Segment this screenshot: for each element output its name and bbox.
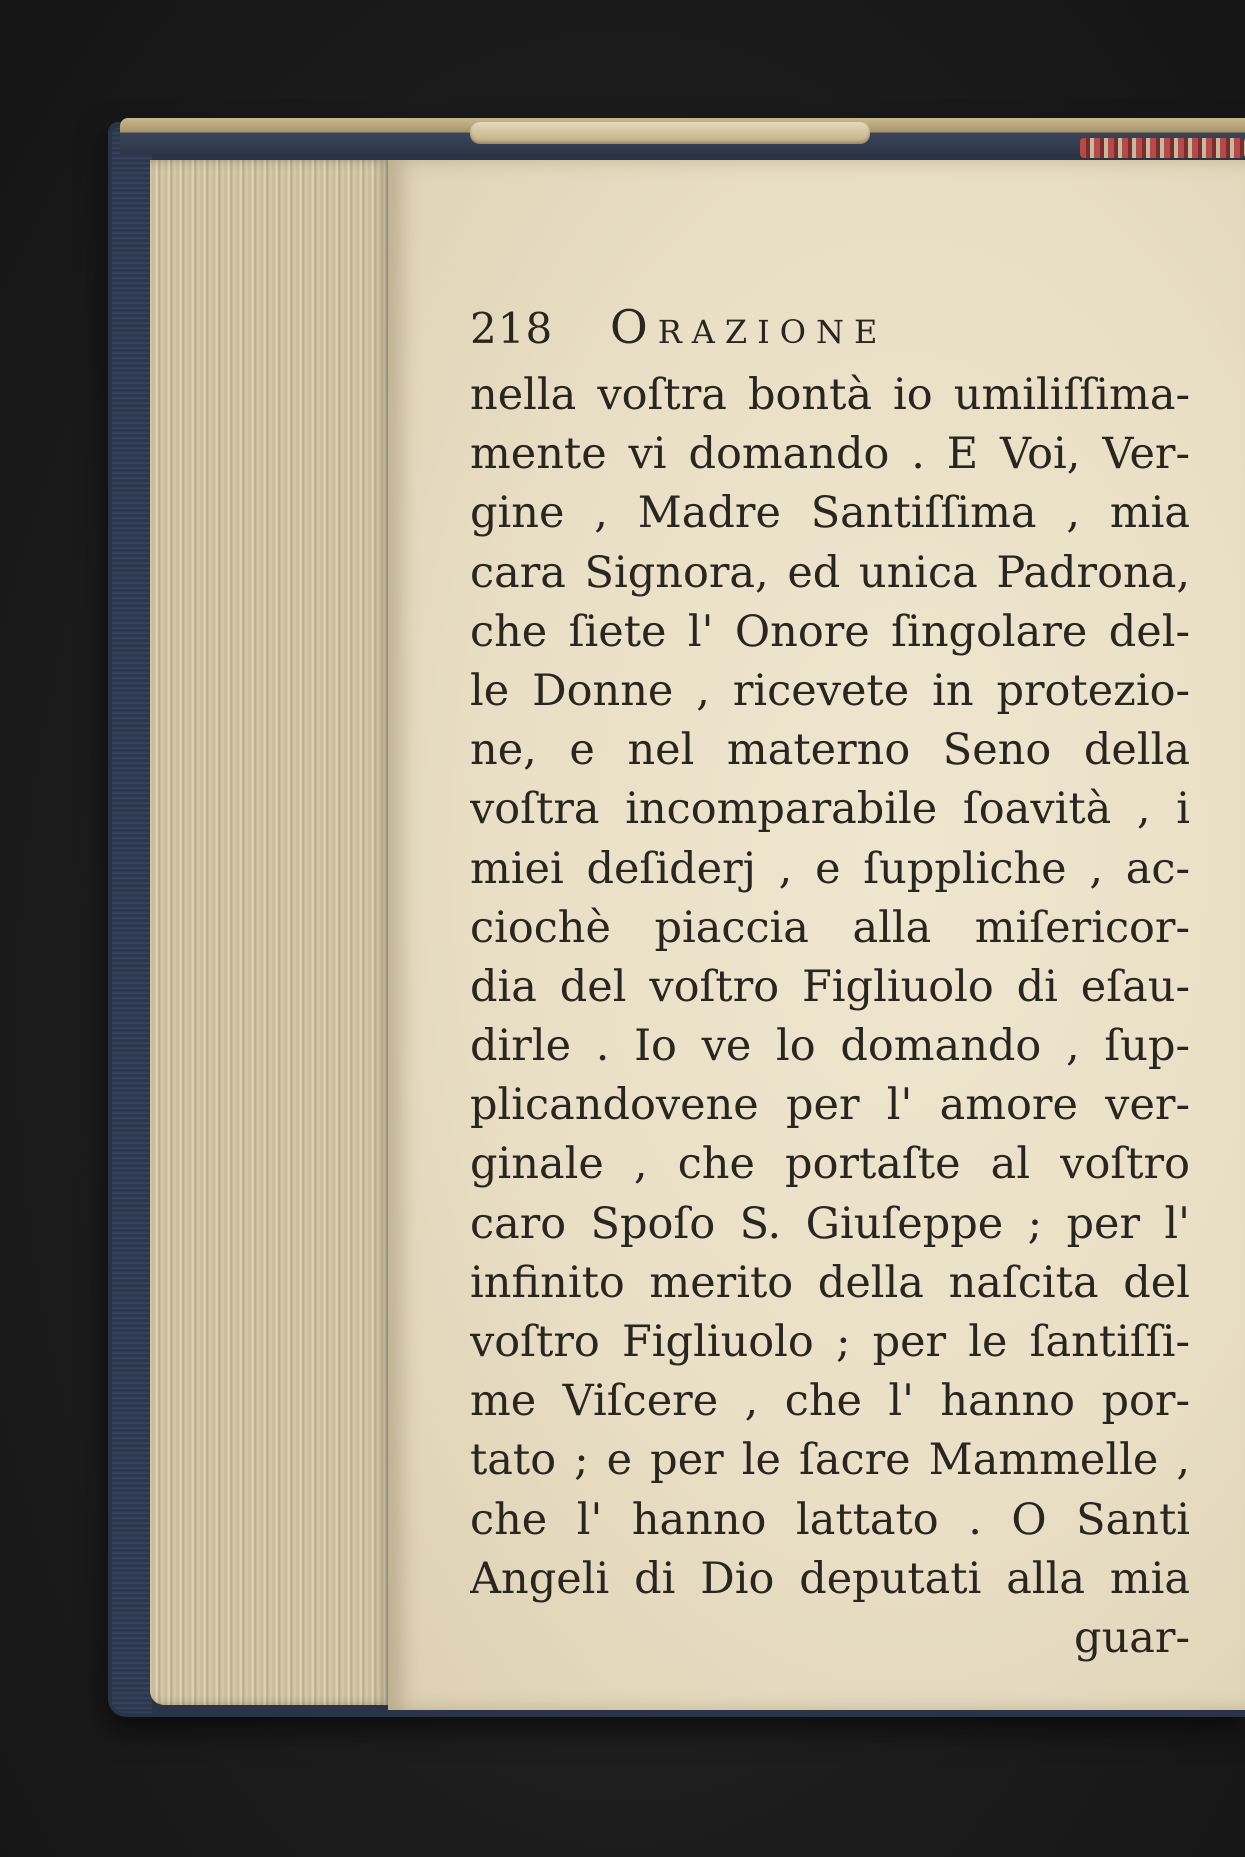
text-line: Angeli di Dio deputati alla mia (470, 1553, 1190, 1604)
text-line: voſtra incomparabile ſoavità , i (470, 784, 1190, 835)
text-line: tato ; e per le ſacre Mammelle , (470, 1435, 1190, 1486)
text-line: che ſiete l' Onore ſingolare del- (470, 606, 1190, 657)
page-stack (150, 160, 390, 1705)
running-head: Orazione (610, 300, 888, 354)
text-line: ciochè piaccia alla miſericor- (470, 902, 1190, 953)
binding-tab (470, 122, 870, 144)
text-line: voſtro Figliuolo ; per le ſantiſſi- (470, 1317, 1190, 1367)
page-header (470, 300, 1190, 362)
catchword: guar- (1074, 1612, 1190, 1663)
body-text (470, 366, 1190, 1609)
text-line: mente vi domando . E Voi, Ver- (470, 429, 1190, 480)
text-line: cara Signora, ed unica Padrona, (470, 547, 1190, 598)
text-line: caro Spoſo S. Giuſeppe ; per l' (470, 1198, 1190, 1249)
text-line: ne, e nel materno Seno della (470, 725, 1190, 776)
text-line: plicandovene per l' amore ver- (470, 1080, 1190, 1131)
bookmark-ribbon (1080, 138, 1245, 158)
text-line: ginale , che portaſte al voſtro (470, 1139, 1190, 1190)
text-line: infinito merito della naſcita del (470, 1257, 1190, 1308)
text-line: me Viſcere , che l' hanno por- (470, 1376, 1190, 1427)
page-number: 218 (470, 304, 554, 353)
text-line: dirle . Io ve lo domando , ſup- (470, 1021, 1190, 1072)
text-line: che l' hanno lattato . O Santi (470, 1494, 1190, 1545)
text-line: miei deſiderj , e ſuppliche , ac- (470, 843, 1190, 894)
text-line: dia del voſtro Figliuolo di eſau- (470, 961, 1190, 1012)
text-line: nella voſtra bontà io umiliſſima- (470, 370, 1190, 420)
text-line: gine , Madre Santiſſima , mia (470, 488, 1190, 539)
page-text (470, 300, 1190, 1669)
text-line: le Donne , ricevete in protezio- (470, 665, 1190, 716)
book-spine-edge (112, 128, 152, 1713)
